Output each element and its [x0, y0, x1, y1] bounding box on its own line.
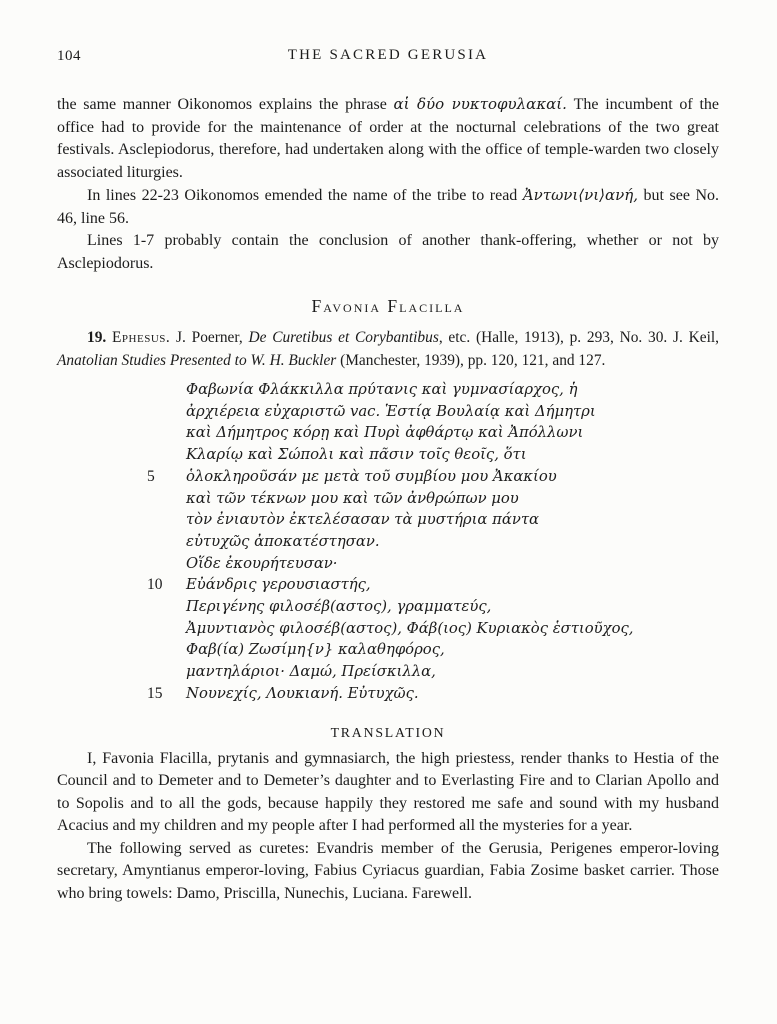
- translation-section: [57, 748, 719, 906]
- greek-line: [147, 661, 719, 683]
- greek-text: καὶ τῶν τέκνων μου καὶ τῶν ἀνθρώπων μου: [186, 489, 519, 507]
- greek-line: [147, 596, 719, 618]
- page-header: [57, 47, 719, 67]
- greek-text: Φαβωνία Φλάκκιλλα πρύτανις καὶ γυμνασίαρχος, ἡ: [186, 381, 578, 398]
- greek-text: Νουνεχίς, Λουκιανή. Εὐτυχῶς.: [186, 684, 419, 702]
- greek-text: Ἀμυντιανὸς φιλοσέβ(αστος), Φάβ(ιος) Κυριακὸς ἑστιοῦχος,: [186, 619, 634, 637]
- paragraph: [57, 748, 719, 838]
- text-segment: Lines 1-7 probably contain the conclusion of another thank-offering, whether or not by Asclepiodorus.: [57, 232, 719, 272]
- line-number: [147, 379, 186, 401]
- intro-section: [57, 93, 719, 275]
- text-segment: 19.: [87, 329, 107, 346]
- translation-heading: TRANSLATION: [330, 724, 446, 740]
- text-segment: The following served as curetes: Evandris member of the Gerusia, Perigenes emperor-loving secretary, Amyntianus emperor-loving, Fabius Cyriacus guardian, Fabia Zosime basket carrier. Those who bring towels: Damo, Priscilla, Nunechis, Luciana. Farewell.: [57, 839, 719, 902]
- greek-text: Περιγένης φιλοσέβ(αστος), γραμματεύς,: [186, 598, 492, 616]
- line-number: [147, 509, 186, 531]
- line-number: [147, 618, 186, 640]
- greek-line: [147, 574, 719, 596]
- text-segment: J. Poerner,: [170, 329, 249, 346]
- paragraph: [57, 230, 719, 275]
- greek-text: Κλαρίῳ καὶ Σώπολι καὶ πᾶσιν τοῖς θεοῖς, ὅτι: [186, 446, 527, 464]
- text-segment: Anatolian Studies Presented to W. H. Buckler: [57, 351, 337, 369]
- greek-text: Φαβ(ία) Ζωσίμη{ν} καλαθηφόρος,: [186, 641, 445, 659]
- line-number: [147, 596, 186, 618]
- text-segment: but see No. 46, line 56.: [57, 187, 719, 227]
- line-number: 15: [147, 684, 163, 702]
- page-number: 104: [57, 48, 81, 64]
- greek-line: [147, 466, 719, 488]
- greek-line: [147, 444, 719, 466]
- greek-line: [147, 509, 719, 531]
- line-number: [147, 444, 186, 466]
- greek-text: μαντηλάριοι· Δαμώ, Πρείσκιλλα,: [186, 663, 436, 681]
- text-segment: In lines 22-23 Oikonomos emended the name of the tribe to read: [87, 187, 523, 204]
- line-number: [147, 661, 186, 683]
- text-segment: The incumbent of the office had to provide for the maintenance of order at the nocturnal celebrations of the two great festivals. Asclepiodorus, therefore, had undertaken along with the office of temple-warden two closely associated liturgies.: [57, 96, 719, 181]
- citation: [57, 327, 719, 372]
- greek-line: [147, 553, 719, 575]
- line-number: [147, 531, 186, 553]
- greek-text: ὁλοκληροῦσάν με μετὰ τοῦ συμβίου μου Ἀκακίου: [186, 467, 557, 485]
- text-segment: , etc. (Halle, 1913), p. 293, No. 30. J. Keil,: [438, 329, 719, 346]
- line-number: [147, 488, 186, 510]
- greek-line: [147, 488, 719, 510]
- line-number: 5: [147, 467, 155, 485]
- line-number: [147, 401, 186, 423]
- paragraph: [57, 184, 719, 230]
- text-segment: De Curetibus et Corybantibus: [248, 329, 439, 346]
- text-segment: (Manchester, 1939), pp. 120, 121, and 127.: [336, 351, 606, 369]
- greek-line: [147, 639, 719, 661]
- greek-line: [147, 618, 719, 640]
- greek-phrase: Ἀντωνι⟨νι⟩ανή,: [522, 186, 639, 204]
- greek-phrase: αἱ δύο νυκτοφυλακαί.: [393, 95, 567, 113]
- greek-line: [147, 401, 719, 423]
- greek-text: εὐτυχῶς ἀποκατέστησαν.: [186, 532, 380, 550]
- line-number: 10: [147, 576, 163, 594]
- greek-text: τὸν ἐνιαυτὸν ἐκτελέσασαν τὰ μυστήρια πάντα: [186, 511, 540, 529]
- greek-text: Εὐάνδρις γερουσιαστής,: [186, 576, 371, 594]
- greek-text: ἀρχιέρεια εὐχαριστῶ vac. Ἑστίᾳ Βουλαίᾳ καὶ Δήμητρι: [186, 402, 596, 420]
- greek-line: [147, 683, 719, 705]
- paragraph: [57, 838, 719, 906]
- line-number: [147, 553, 186, 575]
- line-number: [147, 639, 186, 661]
- greek-text: καὶ Δήμητρος κόρῃ καὶ Πυρὶ ἀφθάρτῳ καὶ Ἀπόλλωνι: [186, 424, 584, 442]
- text-segment: the same manner Oikonomos explains the phrase: [57, 96, 394, 113]
- text-segment: I, Favonia Flacilla, prytanis and gymnasiarch, the high priestess, render thanks to Hestia of the Council and to Demeter and to Demeter’s daughter and to Everlasting Fire and to Clarian Apollo and to Sopolis and to all the gods, because happily they restored me safe and sound with my husband Acacius and my children and my people after I had performed all the mysteries for a year.: [57, 749, 719, 835]
- entry-heading: Favonia Flacilla: [311, 296, 465, 316]
- running-title: THE SACRED GERUSIA: [287, 47, 489, 63]
- line-number: [147, 422, 186, 444]
- greek-text: Οἵδε ἐκουρήτευσαν·: [186, 554, 338, 572]
- text-segment: Ephesus.: [112, 329, 171, 346]
- greek-line: [147, 422, 719, 444]
- greek-inscription: [147, 379, 719, 705]
- paragraph: [57, 93, 719, 184]
- greek-line: [147, 531, 719, 553]
- greek-line: [147, 379, 719, 401]
